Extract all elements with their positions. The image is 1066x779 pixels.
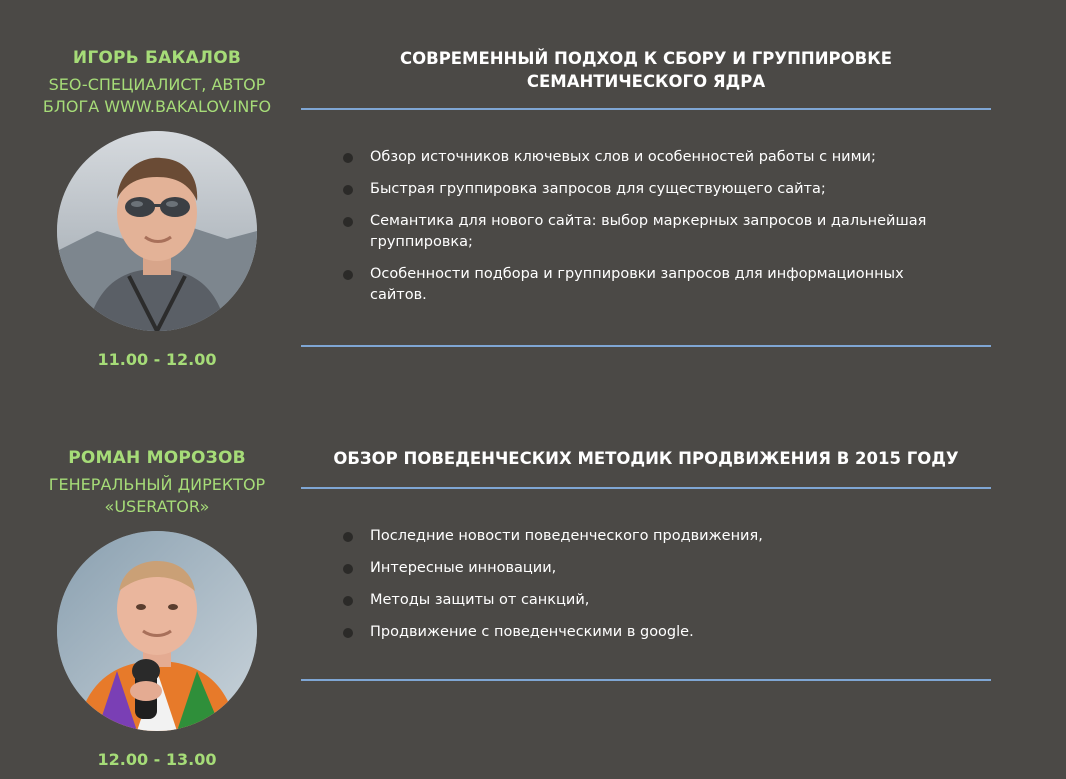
speaker-photo bbox=[57, 131, 257, 331]
talk-title: ОБЗОР ПОВЕДЕНЧЕСКИХ МЕТОДИК ПРОДВИЖЕНИЯ В 2015 ГОДУ bbox=[333, 449, 959, 468]
bullet-icon bbox=[343, 270, 353, 280]
talk-time: 11.00 - 12.00 bbox=[97, 350, 217, 369]
list-item: Обзор источников ключевых слов и особенностей работы с ними; bbox=[301, 147, 991, 168]
speaker-photo bbox=[57, 531, 257, 731]
list-item: Методы защиты от санкций, bbox=[301, 590, 991, 611]
list-item: Особенности подбора и группировки запросов для информационных сайтов. bbox=[301, 264, 991, 306]
speaker-photo-illustration bbox=[57, 531, 257, 731]
list-item: Интересные инновации, bbox=[301, 558, 991, 579]
divider bbox=[301, 345, 991, 347]
speaker-photo-illustration bbox=[57, 131, 257, 331]
speaker-info bbox=[30, 447, 284, 518]
bullet-icon bbox=[343, 564, 353, 574]
list-item: Последние новости поведенческого продвижения, bbox=[301, 526, 991, 547]
divider bbox=[301, 108, 991, 110]
speaker-info bbox=[30, 47, 284, 118]
speaker-name: ИГОРЬ БАКАЛОВ bbox=[72, 48, 242, 68]
bullet-icon bbox=[343, 596, 353, 606]
list-item: Быстрая группировка запросов для существующего сайта; bbox=[301, 179, 991, 200]
speaker-role: SEO-СПЕЦИАЛИСТ, АВТОР БЛОГА WWW.BAKALOV.INFO bbox=[42, 75, 272, 116]
list-item: Продвижение с поведенческими в google. bbox=[301, 622, 991, 643]
bullet-icon bbox=[343, 153, 353, 163]
divider bbox=[301, 487, 991, 489]
bullet-icon bbox=[343, 217, 353, 227]
talk-time: 12.00 - 13.00 bbox=[97, 750, 217, 769]
divider bbox=[301, 679, 991, 681]
speaker-role: ГЕНЕРАЛЬНЫЙ ДИРЕКТОР «USERATOR» bbox=[48, 475, 266, 516]
bullet-icon bbox=[343, 628, 353, 638]
talk-block bbox=[301, 447, 991, 654]
list-item: Семантика для нового сайта: выбор маркерных запросов и дальнейшая группировка; bbox=[301, 211, 991, 253]
talk-title: СОВРЕМЕННЫЙ ПОДХОД К СБОРУ И ГРУППИРОВКЕ СЕМАНТИЧЕСКОГО ЯДРА bbox=[399, 49, 893, 91]
bullet-icon bbox=[343, 185, 353, 195]
talk-block bbox=[301, 47, 991, 317]
talk-topics-list bbox=[301, 147, 991, 306]
talk-topics-list bbox=[301, 526, 991, 643]
speaker-name: РОМАН МОРОЗОВ bbox=[68, 448, 246, 468]
bullet-icon bbox=[343, 532, 353, 542]
